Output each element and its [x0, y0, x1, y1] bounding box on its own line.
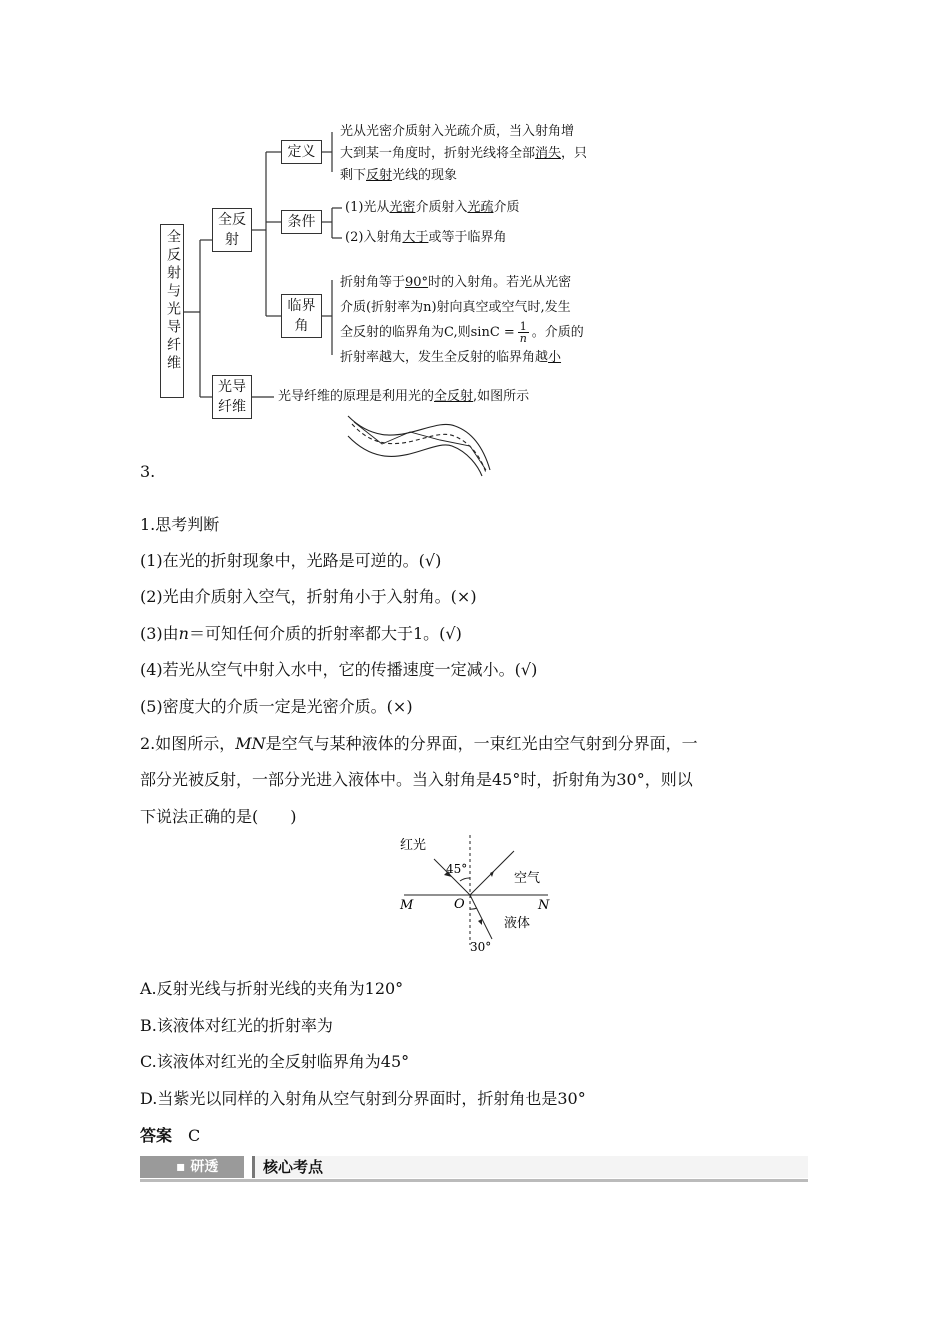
option-a: A.反射光线与折射光线的夹角为120° [140, 979, 404, 998]
label-M: M [400, 898, 414, 913]
critical-line-4 [340, 345, 584, 370]
critical-fraction [518, 321, 529, 344]
definition-line-3 [340, 165, 587, 187]
mindmap-root-box [160, 224, 184, 398]
critical-seg: 全反射的临界角为C,则sinC = [340, 325, 515, 340]
condition-seg: (2)入射角 [345, 230, 403, 245]
condition-underline-dense: 光密 [389, 200, 416, 215]
label-red-light: 红光 [400, 838, 427, 853]
condition-underline-sparse: 光疏 [467, 200, 494, 215]
question-line-2: 部分光被反射，一部分光进入液体中。当入射角是45°时，折射角为30°，则以 [140, 770, 693, 789]
optical-fiber-diagram [340, 408, 500, 478]
label-angle-45: 45° [446, 862, 468, 876]
total-reflection-box [212, 208, 252, 252]
section-banner [140, 1156, 808, 1180]
fraction-numerator: 1 [519, 320, 527, 333]
definition-text-seg: 光线的现象 [392, 168, 458, 183]
option-b: B.该液体对红光的折射率为 [140, 1016, 333, 1035]
definition-line-1: 光从光密介质射入光疏介质，当入射角增 [340, 124, 575, 139]
judgment-item-1: (1)在光的折射现象中，光路是可逆的。(√) [140, 551, 442, 570]
option-c: C.该液体对红光的全反射临界角为45° [140, 1052, 410, 1071]
critical-angle-label-1: 临界 [287, 298, 316, 314]
question-seg: 2.如图所示， [140, 734, 236, 753]
total-reflection-label: 全反射 [218, 212, 246, 248]
fiber-text [278, 386, 529, 408]
banner-underline [140, 1179, 808, 1182]
judgment-heading: 1.思考判断 [140, 515, 220, 534]
option-d: D.当紫光以同样的入射角从空气射到分界面时，折射角也是30° [140, 1089, 586, 1108]
condition-seg: (1)光从 [345, 200, 390, 215]
banner-right [252, 1156, 808, 1178]
condition-seg: 介质 [493, 200, 520, 215]
definition-text-seg: 剩下 [340, 168, 367, 183]
condition-underline-greater: 大于 [402, 230, 429, 245]
condition-seg: 或等于临界角 [428, 230, 507, 245]
critical-line-3 [340, 320, 584, 345]
item3-seg: (3)由 [140, 624, 179, 643]
fraction-denominator: n [519, 332, 527, 345]
definition-text-seg: 大到某一角度时，折射光线将全部 [340, 146, 536, 161]
fiber-underline: 全反射 [434, 389, 474, 404]
condition-seg: 介质射入 [415, 200, 468, 215]
label-angle-30: 30° [470, 940, 492, 954]
fiber-seg: 光导纤维的原理是利用光的 [278, 389, 435, 404]
critical-text [340, 270, 584, 370]
label-N: N [538, 898, 550, 913]
banner-right-label: 核心考点 [263, 1158, 324, 1176]
critical-angle-box [281, 294, 322, 338]
label-O: O [454, 897, 465, 912]
item3-seg: ＝可知任何介质的折射率都大于1。(√) [188, 624, 462, 643]
critical-underline-90: 90° [405, 275, 429, 290]
definition-line-2 [340, 143, 587, 165]
fiber-label: 光导纤维 [218, 379, 246, 415]
banner-left-label: ▪ 研透 [176, 1159, 219, 1175]
banner-left [140, 1156, 244, 1178]
question-mn: MN [235, 734, 266, 753]
condition-1 [345, 197, 519, 219]
definition-box [281, 140, 322, 164]
answer-row [140, 1123, 200, 1146]
critical-underline-small: 小 [548, 350, 562, 365]
critical-seg: 折射率越大，发生全反射的临界角越 [340, 350, 549, 365]
condition-2 [345, 227, 506, 249]
critical-line-1 [340, 270, 584, 295]
mindmap-root-label: 全反射与光导纤维 [165, 229, 181, 373]
definition-text-seg: ，只 [561, 146, 588, 161]
fiber-box [212, 375, 252, 419]
label-liquid: 液体 [504, 916, 531, 931]
definition-underline-disappear: 消失 [535, 146, 562, 161]
answer-label: 答案 [140, 1126, 173, 1145]
judgment-item-4: (4)若光从空气中射入水中，它的传播速度一定减小。(√) [140, 660, 538, 679]
refraction-diagram [398, 835, 558, 955]
critical-line-2: 介质(折射率为n)射向真空或空气时,发生 [340, 300, 571, 315]
judgment-item-2: (2)光由介质射入空气，折射角小于入射角。(×) [140, 587, 477, 606]
fiber-seg: ,如图所示 [473, 389, 530, 404]
question-line-1 [140, 731, 698, 754]
definition-text [340, 121, 587, 187]
critical-angle-label-2: 角 [294, 318, 309, 334]
critical-seg: 折射角等于 [340, 275, 406, 290]
condition-label: 条件 [287, 214, 316, 230]
definition-underline-reflect: 反射 [366, 168, 393, 183]
judgment-item-5: (5)密度大的介质一定是光密介质。(×) [140, 697, 413, 716]
label-air: 空气 [514, 871, 541, 886]
question-seg: 是空气与某种液体的分界面，一束红光由空气射到分界面，一 [265, 734, 698, 753]
question-line-3: 下说法正确的是( ) [140, 807, 297, 826]
critical-seg: 时的入射角。若光从光密 [428, 275, 572, 290]
definition-label: 定义 [287, 144, 316, 160]
condition-box [281, 210, 322, 234]
answer-value: C [188, 1126, 201, 1145]
critical-seg: 。介质的 [531, 325, 584, 340]
judgment-item-3 [140, 621, 462, 644]
item3-var-n: n [178, 624, 189, 643]
section-number: 3. [140, 462, 156, 481]
